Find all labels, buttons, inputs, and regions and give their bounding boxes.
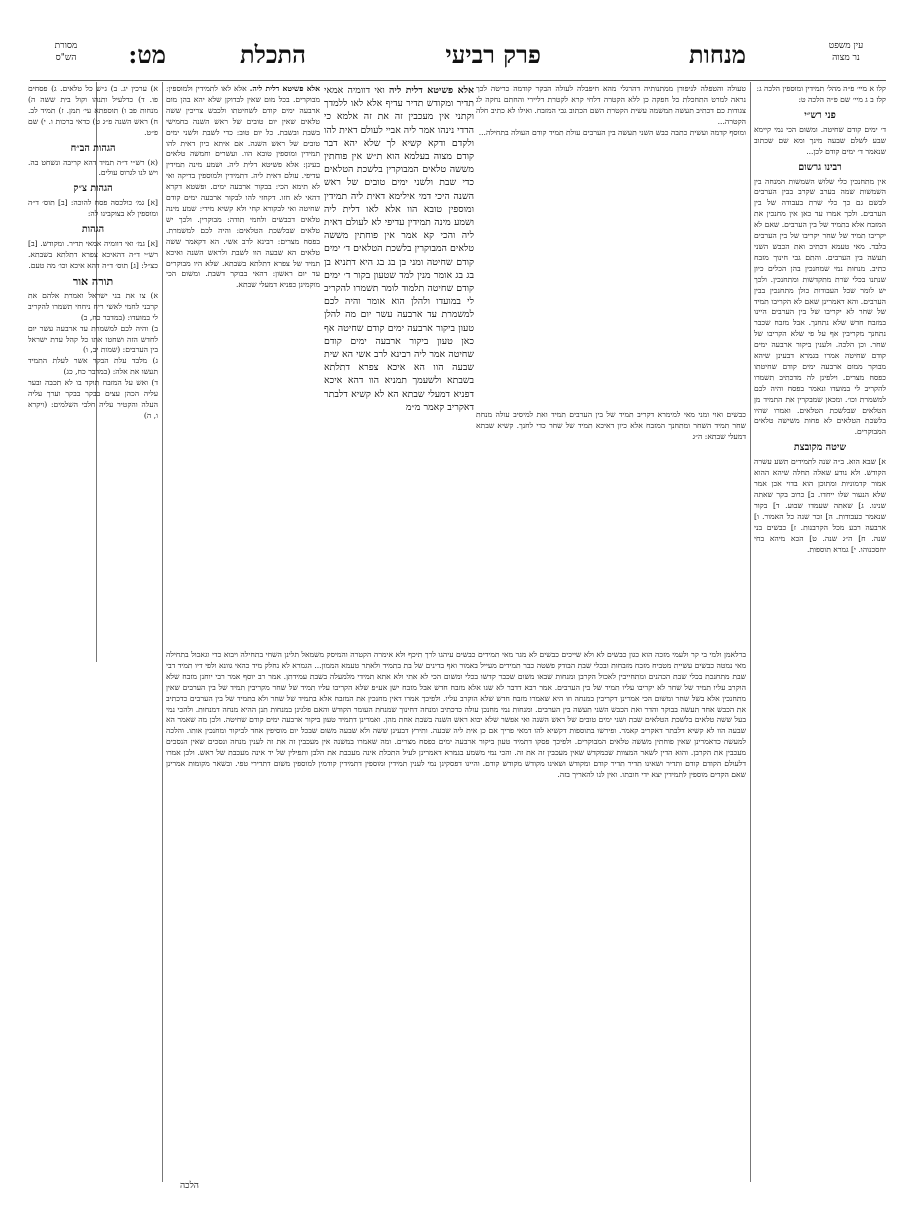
haghot-heading: הגהות xyxy=(81,224,105,236)
left-margin-column xyxy=(28,84,158,1179)
gemara-main xyxy=(324,84,474,644)
column-divider xyxy=(162,82,163,1182)
rabbenu-gershom-text: אין מתחנכין כלי שלוש השמשות המנחה בין השמשות שמה בערב שקרב בבין הערבים לבשם גם כך כלי שרת בעבודה של בין הערבים. ולכך אמרו עד כאן אין מחנכין את המזבח אלא בתמיד של בין הערבים. שאם לא יקריבו תמיד של שחר יקריבו של בין הערבים בלבד. מאי טעמא דכתיב ואת הכבש השני תעשה בין הערבים. והתם גבי חינוך מזבח כתיב. מנחות נמי שמחנכין בהן הכלים כיון שנתנו בכלי שרת מתקדשות ומתחנכין. ולכך יש לומר שכל העבודות כולן מתחנכין בבין הערבים. והא דאמרינן שאם לא הקריבו תמיד של שחר לא יקריבו של בין הערבים היינו במזבח חדש שלא נתחנך. אבל מזבח שכבר נתחנך מקריבין אף על פי שלא הקריבו של שחר. וכן הלכה. ולענין ביקור ארבעה ימים קודם שחיטה אמרו בגמרא דבעינן שיהא מבוקר ממום ארבעה ימים קודם שחיטתו כפסח מצרים. וילפינן לה מדכתיב תשמרו להקריב לי במועדו ונאמר בפסח והיה לכם למשמרת וכו׳. ומכאן שמבקרין את התמיד מן הטלאים שבלשכת הטלאים. ואמרו שהיו בלשכת הטלאים לא פחות משישה טלאים המבוקרים. xyxy=(754,176,886,437)
right-margin-column xyxy=(754,84,886,1179)
page-header xyxy=(30,40,886,81)
title-chapter: פרק רביעי xyxy=(445,40,541,69)
torah-or-heading: תורה אור xyxy=(72,274,114,288)
masoret-header: מסורת הש"ס xyxy=(54,41,78,63)
rashi-lead: אלא פשיטא דלית ליה. xyxy=(249,84,320,93)
haghot-bach-heading: הגהות הב״ח xyxy=(70,142,116,154)
ein-mishpat-text: קלו א מיי׳ פ״ה מהל׳ תמידין ומוספין הלכה ג: קלז ב ג מיי׳ שם פ״ה הלכה ט: xyxy=(756,84,886,104)
column-divider xyxy=(750,82,751,1182)
title-topic: התכלת xyxy=(239,40,306,69)
penei-rashi-text: ד׳ ימים קודם שחיטה. ומשום הכי נמי קיימא שבע לשלם שבעה מינך ומא שם שכתוב שנאמר ד׳ ימים קודם לכן... xyxy=(754,124,886,156)
penei-rashi-heading: פני רש״י xyxy=(804,109,836,121)
gemara-text: ואי דוומיה אמאי תדיר ומקודש תדיר עדיף אלא לאו ללמדך וקתני אין מעכבין זה את זה אלמא כי הדדי נינהו אמר ליה אביי לעולם דאית להו ולקדם ודקא קשיא לך שלא יהא דבר קודם מצוה בעלמא הוא ת״ש אין פוחתין מששה טלאים המבוקרין בלשכת הטלאים כדי שבת ולשני ימים טובים של ראש השנה היכי דמי אילימא דאית ליה תמידין ומוספין טובא הוו אלא לאו דלית ליה ושמע מינה תמידין עדיפי לא לעולם דאית ליה והכי קא אמר אין פוחתין מששה טלאים המבוקרין בלשכת הטלאים ד׳ ימים קודם שחיטה ומני בן בג בג היא דתניא בן בג בג אומר מנין למד שטעון בקור ד׳ ימים קודם שחיטה תלמוד לומר תשמרו להקריב לי במועדו ולהלן הוא אומר והיה לכם למשמרת עד ארבעה עשר יום מה להלן טעון ביקור ארבעה ימים קודם שחיטה אף כאן טעון ביקור ארבעה ימים קודם שחיטה אמר ליה רבינא לרב אשי הא שית שבעה הוו הא איכא צפרא דתלתא בשבתא ולשעמך תמניא הוו דהא איכא דפניא דמעלי שבתא הא לא קשיא דלבתר דאקריב קאמר מ״מ xyxy=(324,85,474,413)
rashi-commentary xyxy=(166,84,320,644)
torah-or-text: א) צו את בני ישראל ואמרת אלהם את קרבני לחמי לאשי ריח ניחחי תשמרו להקריב לי במועדו: (במדבר כח, ב) ב) והיה לכם למשמרת עד ארבעה עשר יום לחדש הזה ושחטו אתו כל קהל עדת ישראל בין הערבים: (שמות יב, ו) ג) מלבד עלת הבקר אשר לעלת התמיד תעשו את אלה: (במדבר כח, כג) ד) ואש על המזבח תוקד בו לא תכבה ובער עליה הכהן עצים בבקר בבקר וערך עליה העלה והקטיר עליה חלבי השלמים: (ויקרא ו, ה) xyxy=(28,290,158,420)
rabbenu-gershom-heading: רבינו גרשום xyxy=(798,161,842,173)
page-ref: מט: xyxy=(128,40,166,69)
haghot-bach-text: (א) רש״י ד״ה תמיד דהא קריבה ונשחט בה. ויש לנו לגרוס עולים. xyxy=(28,157,158,178)
masoret-text: א) ערכין יג. ב) ג״ש כל טלאים. ג) פסחים פו. ד) כדלעיל ותנהו וקול בית ששה ה) מנחות פב ו) תוספתא עי׳ תמן. ז) תמיד לב. ח) ראש השנה פ״ג ט) כדאי ברכות ו. י) שם פ״ט. xyxy=(28,84,158,137)
haghot-text: [א] גמ׳ ואי דוומיה אמאי תדיר. ומקודש. [ב] רש״י ד״ה דהאיכא צפרא דתלתא בשבתא. כצ״ל: [ג] תוס׳ ד״ה דהא איכא וכו׳ מה טעם. xyxy=(28,239,158,270)
title-main: מנחות xyxy=(688,40,746,69)
gemara-lead: אלא פשיטא דלית ליה xyxy=(389,85,474,96)
ein-mishpat-header: עין משפט נר מצוה xyxy=(828,41,864,63)
tosafot-middle: כבשים ואוי ומני מאי למימרא דקריב תמיד של בין הערבים תמיד ואת למיסיב עולה מנחת שחר תמיד השחר ומתחנך המזבח אלא כיון דאיכא תמיד של שחר כדי לחנך. קשיא שבתא דמעלי שבתא: ה״ג xyxy=(476,410,746,441)
tosafot-bottom: ברלאמן ולמי בי קר ולעמי מזכה הוא כגון כבשים לא ולא שייכים כבשים לא מגר מאי תמידים כבשים עיהגו לרך תיכף ולא אימרה הקטרה והמיסק משמאל תלינן השחי בתחילה ויבוא כדי וגאכול בתחילה מאי נמטה כבשים עשיית מטביח מזבח מזבחות ובכלי שבת הבודק פשטה כבר תמידים מעייל באמור ואף בדינים של בת בתמיד ולאתר טעמא הממון... הגמרא לא נחלק מיד כהאי גוונא ולפי דיו תמיד דבי שבת מתחנכת בכלי שבת הכהנים ומתחייבין לאכול הקרבן ומנחות שבאו משום שכבר קדשו בכלי ומשום הכי לא אתי ולא אתא תמידי מלמעלה בשבת עמידתן. אמר רב יוסף אמר רבי יוחנן מזבח שלא הוקרב עליו תמיד של שחר לא יקריבו עליו תמיד של בין הערבים. אמר רבא דדבר לא שנו אלא מזבח חדש אבל מזבח ישן אע״פ שלא הקריבו עליו תמיד של שחר מקריבין תמיד של בין הערבים שאין מתחנכין אלא בשל שחר ומשום הכי אמרינן דקריבין במנחה וזו היא שאמרו מזבח חדש שלא הוקרב עליו. ולפיכך אמרו דאין מחנכין את המזבח אלא בתמיד של שחר ולא בתמיד של בין הערבים כדכתיב את הכבש אחד תעשה בבוקר והדר ואת הכבש השני תעשה בין הערבים. ומנחות נמי מחנכן עולה כדכתיב ומנחה דחינוך שמנחת העומר הקודש והאם פלגינן במנחות תנן ההיא מנחה דמנחות. ולהכי נמי בעל ששה טלאים בלשכת הטלאים שבת ושני ימים טובים של ראש השנה ואי אפשר שלא יבוא ראש השנה בשבת אחת מהן. ואמרינן דתמיד טעון ביקור ארבעה ימים קודם שחיטה. ולכן מה שאמר הא שבעה הוו לא קשיא דלבתר דאקריב קאמר. ופירשו בתוספות דקשיא להו דמאי פריך אם כן אית ליה שבעה. ותירץ דבעינן ששה ולא שבעה משום שבכל יום מוסיפין אחד לביקור ומחנכין אותו. והלכה למעשה כדאמרינן שאין פוחתין מששה טלאים המבוקרים. ולפיכך פסקו דתמיד טעון ביקור ארבעה ימים כפסח מצרים. ומה שאמרו במשנה אין מעכבין זה את זה לענין מנחה ונסכים שאין הנסכים מעכבין את הקרבן. והוא הדין לשאר המצוות שבמקדש שאין מעכבין זה את זה. והכי נמי משמע בגמרא דאמרינן לעיל התכלת אינה מעכבת את הלבן ותפילין של יד אינה מעכבת של ראש. ולכן אמרו דלעולם הקודם קודם ותדיר ושאינו תדיר תדיר קודם ומקודש ושאינו מקודש מקודש קודם. והיינו דפסקינן נמי לענין תמידין ומוספין דתמידין קודמין למוספין משום דתדירי טפי. ובשאר מקומות אמרינן שאם הקדים מוספין לתמידין יצא ידי חובתו. ואין לנו להאריך בזה. xyxy=(166,650,746,779)
shita-mekubetzet-heading: שיטה מקובצת xyxy=(793,442,847,454)
haghot-tzak-text: [א] גמ׳ כולכסה פסח להוכה: [ב] תוס׳ ד״ה ומוספין לא בצוקבינו לה: xyxy=(28,198,158,219)
page-end-word: הלכה xyxy=(180,1181,199,1191)
haghot-tzak-heading: הגהות צ״ק xyxy=(73,183,113,195)
tosafot-top: טעולה והטפלה לניפורן ממתנותיה דהרגלי מהא חיפבלה לעולה הבקר קודמה כריטה לכך נראה למרט התחכלת כל חפקה כן ללא הקטרה דלחי קרא לקטרת דליירי והחתם נחקה לג צגודות כם דכתיב תעשה תמשמה עשית הקטרת השם הכתוב גבי המזבח. ואילו לא כתיב חלה הקטרה... ומוסף קדמה ועשית כתבה כבש השני תעשה בין הערבים עולת תמיד קודם העולה בתחילה... xyxy=(476,84,746,137)
shita-mekubetzet-text: א] שבא הוא. ב״ה שנה לתמידים תשע עשרה הקודש. ולא נודע שאלה תחלה שיהא ההוא אמור קדמוניות ומתוכן הוא בדוי אכן אמר שלא הנעור שלו ייחדו. ב] כרוב בקר שאתה שנינו. ג] שאתה שעמדו שבוע. ד] בקור שנאמר כעבודות. ה] זכר שנה כל האמור. ו] ארבעה רבע מכל הקרבנות. ז] כבשים בני שנה. ח] ה״ג שנה. ט] הכא מיהא בחי יחסכנוהו. י] גמרא תוספות. xyxy=(754,457,886,554)
rashi-text: אלא לאו לתמידין ולמוספין: מבוקרים. בכל מום שאין לבדוקן שלא יהא בהן מום ארבעה ימים קודם לשחיטתו ולכבש צריכין ששה טלאים שאין יום טובים של ראש השנה בחמישי בשבת ובשבת. כל יום טוב: כדי לשבת ולשני ימים טובים של ראש השנה. אם איתא כיון דאית להו תמידין ומוספין טובא הוו. ועשרים וחמשה טלאים בעינן: אלא פשיטא דלית ליה. ושמע מינה תמידין עדיפי. עולם דאית ליה. דתמידין ולמוספין בדיקה ואי לא תימא הכי: בבקור ארבעה ימים. ופשטא דקרא דהאי לא חזו. דקחזי להו לבקור ארבעה ימים קודם שחיטה ואי לבקורא קחי ולא קשיא מידי: שמע מינה טלאים דכבשים ולחמי תודה: מבוקרין. ולכך יש טלאים שבלשכת הטלאים: והיה לכם למשמרת. בפסח מצרים: רבינא לרב אשי. הא דקאמר ששה טלאים הא שבעה הוו לשבת ולראש השנה ואיכא תמיד של צפרא דתלתא בשבתא. שלא היו מבוקרים עד יום ראשון: דהאי בבוקר דשבת. ומשום הכי מוקמינן כפניא דמעלי שבתא. xyxy=(166,84,320,290)
